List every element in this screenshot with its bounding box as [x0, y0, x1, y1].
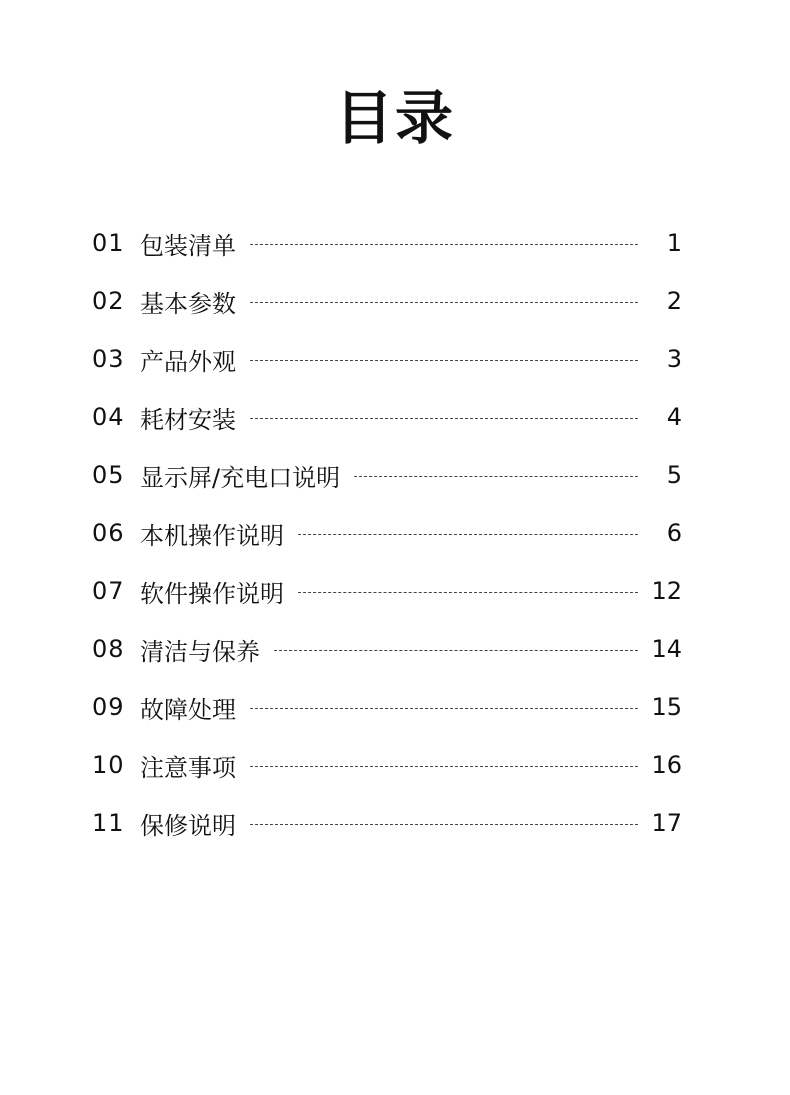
toc-dotted-leader	[298, 592, 638, 593]
page-title: 目录	[334, 84, 455, 152]
toc-dotted-leader	[250, 360, 638, 361]
toc-dotted-leader	[250, 302, 638, 303]
toc-entry-label: 显示屏/充电口说明	[140, 463, 341, 492]
toc-dotted-leader	[250, 244, 638, 245]
toc-entry-number: 10	[92, 751, 125, 779]
toc-entry[interactable]	[92, 736, 682, 794]
toc-entry-label: 故障处理	[140, 695, 236, 724]
toc-entry-number: 05	[92, 461, 125, 489]
table-of-contents	[92, 214, 682, 852]
toc-entry[interactable]	[92, 562, 682, 620]
toc-entry-page: 16	[651, 751, 682, 779]
toc-entry-label: 耗材安装	[140, 405, 236, 434]
toc-entry-page: 1	[666, 229, 682, 257]
toc-entry-label: 注意事项	[140, 753, 236, 782]
toc-entry-page: 12	[651, 577, 682, 605]
toc-entry-page: 2	[666, 287, 682, 315]
toc-entry-page: 15	[651, 693, 682, 721]
toc-dotted-leader	[274, 650, 638, 651]
toc-entry-label: 本机操作说明	[140, 521, 284, 550]
toc-entry-number: 11	[92, 809, 125, 837]
toc-entry-number: 08	[92, 635, 125, 663]
toc-entry-page: 6	[666, 519, 682, 547]
toc-dotted-leader	[298, 534, 638, 535]
toc-dotted-leader	[250, 708, 638, 709]
toc-entry-label: 产品外观	[140, 347, 236, 376]
toc-dotted-leader	[250, 766, 638, 767]
toc-entry[interactable]	[92, 330, 682, 388]
toc-entry-number: 06	[92, 519, 125, 547]
toc-entry-page: 17	[651, 809, 682, 837]
toc-entry[interactable]	[92, 504, 682, 562]
toc-entry-page: 4	[666, 403, 682, 431]
toc-entry-page: 14	[651, 635, 682, 663]
toc-entry-number: 04	[92, 403, 125, 431]
toc-entry-label: 基本参数	[140, 289, 236, 318]
toc-entry[interactable]	[92, 446, 682, 504]
toc-entry-label: 保修说明	[140, 811, 236, 840]
toc-entry[interactable]	[92, 678, 682, 736]
toc-dotted-leader	[250, 824, 638, 825]
toc-dotted-leader	[250, 418, 638, 419]
toc-entry[interactable]	[92, 214, 682, 272]
toc-entry[interactable]	[92, 620, 682, 678]
toc-entry-label: 包装清单	[140, 231, 236, 260]
toc-entry-label: 软件操作说明	[140, 579, 284, 608]
toc-entry-label: 清洁与保养	[140, 637, 260, 666]
toc-entry-number: 09	[92, 693, 125, 721]
toc-entry-number: 02	[92, 287, 125, 315]
toc-entry[interactable]	[92, 794, 682, 852]
toc-entry-number: 03	[92, 345, 125, 373]
toc-dotted-leader	[354, 476, 638, 477]
toc-entry-page: 5	[666, 461, 682, 489]
toc-entry[interactable]	[92, 388, 682, 446]
toc-entry[interactable]	[92, 272, 682, 330]
toc-entry-number: 01	[92, 229, 125, 257]
toc-entry-page: 3	[666, 345, 682, 373]
toc-entry-number: 07	[92, 577, 125, 605]
